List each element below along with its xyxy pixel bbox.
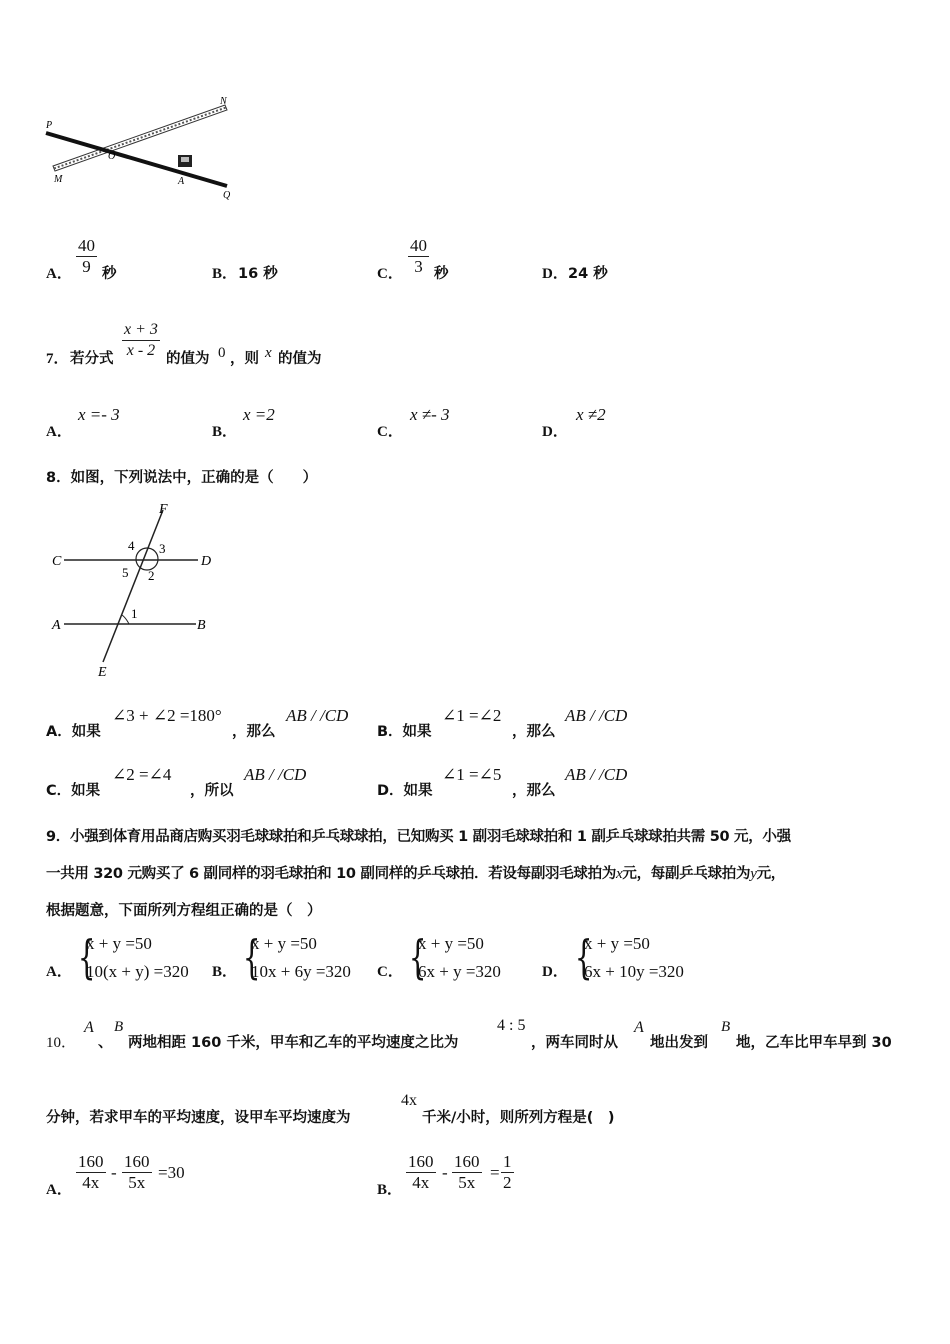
q6-option-c-label: C．	[377, 266, 403, 282]
q10-number: 10．	[46, 1035, 77, 1051]
q10-a2: A	[634, 1019, 644, 1036]
q8-option-b-label: B．如果	[377, 724, 432, 740]
q9-option-b: B．	[212, 964, 238, 980]
fig-label-e: E	[98, 665, 107, 680]
q7-option-b: B．	[212, 424, 238, 440]
q10-option-b: B．	[377, 1182, 403, 1198]
q7-var: x	[265, 345, 272, 361]
q6-option-b-text: 16 秒	[238, 266, 278, 282]
q8-option-c-label: C．如果	[46, 783, 101, 799]
q10-speed: 4x	[401, 1092, 417, 1109]
q8-option-d-concl: AB / /CD	[565, 765, 628, 784]
q6-option-a-unit: 秒	[102, 266, 117, 282]
q8-option-c-cond: ∠2 =∠4	[112, 765, 172, 784]
q7-stem-then: ，则	[230, 351, 259, 367]
q9-line-1: 9．小强到体育用品商店购买羽毛球球拍和乒乓球球拍，已知购买 1 副羽毛球球拍和 1 副乒乓球球拍共需 50 元，小强	[46, 829, 791, 845]
q7-stem-mid: 的值为	[166, 351, 210, 367]
q10-text-2: ，两车同时从	[531, 1035, 618, 1051]
q10-option-b-eq: =	[490, 1163, 500, 1182]
q7-option-d: D．	[542, 424, 568, 440]
fig-label-a: A	[52, 618, 61, 633]
q7-option-a: A．	[46, 424, 72, 440]
q10-option-b-op: -	[442, 1163, 448, 1182]
q9-option-b-system: x + y =50 10x + 6y =320	[251, 934, 351, 981]
q10-option-b-frac-2: 160 5x	[454, 1152, 480, 1192]
q10-ratio: 4 : 5	[497, 1017, 526, 1034]
q10-text-4: 地，乙车比甲车早到 30	[736, 1035, 892, 1051]
q8-option-c-concl: AB / /CD	[244, 765, 307, 784]
q6-option-a-fraction: 40 9	[78, 236, 95, 276]
q8-stem: 8．如图，下列说法中，正确的是（ ）	[46, 470, 318, 486]
q10-text-1: 两地相距 160 千米，甲车和乙车的平均速度之比为	[128, 1035, 459, 1051]
q10-b: B	[114, 1019, 124, 1035]
q9-line-3: 根据题意，下面所列方程组正确的是（ ）	[46, 903, 322, 919]
angle-label-4: 4	[128, 538, 135, 553]
q10-a: A	[84, 1019, 94, 1036]
q7-option-c: C．	[377, 424, 403, 440]
fig-label-q: Q	[223, 190, 231, 201]
line-ef	[103, 510, 163, 662]
q10-option-a-op: -	[111, 1163, 117, 1182]
q6-option-a-label: A．	[46, 266, 72, 282]
q9-option-a-system: x + y =50 10(x + y) =320	[86, 934, 189, 981]
fig-label-d: D	[201, 554, 212, 569]
q7-option-b-math: x =2	[243, 405, 275, 424]
fig-label-c: C	[52, 554, 62, 569]
q10-option-b-frac-1: 160 4x	[408, 1152, 434, 1192]
q8-option-d-cond: ∠1 =∠5	[442, 765, 502, 784]
q10-option-a-frac-1: 160 4x	[78, 1152, 104, 1192]
fig-label-a: A	[178, 176, 185, 187]
fig-label-o: O	[108, 151, 116, 162]
q6-figure	[40, 92, 240, 204]
q9-option-c: C．	[377, 964, 403, 980]
q8-option-b-concl: AB / /CD	[565, 706, 628, 725]
q9-option-c-brace: {	[408, 930, 427, 984]
q9-option-a: A．	[46, 964, 72, 980]
q7-option-d-math: x ≠2	[576, 405, 606, 424]
q9-option-d-system: x + y =50 6x + 10y =320	[584, 934, 684, 981]
q9-option-b-brace: {	[242, 930, 261, 984]
q6-option-d: D．	[542, 266, 568, 282]
q8-option-a-label: A．如果	[46, 724, 101, 740]
q10-text-3: 地出发到	[650, 1035, 708, 1051]
q8-option-b-cond: ∠1 =∠2	[442, 706, 502, 725]
q7-option-c-math: x ≠- 3	[410, 405, 450, 424]
q10-line-2-pre: 分钟，若求甲车的平均速度，设甲车平均速度为	[46, 1110, 351, 1126]
q10-option-a-rhs: =30	[158, 1163, 185, 1182]
q7-stem-end: 的值为	[278, 351, 322, 367]
q7-fraction: x + 3 x - 2	[124, 321, 158, 359]
q8-option-b-conj: ，那么	[512, 724, 556, 740]
car-icon	[178, 155, 192, 167]
q10-option-a-frac-2: 160 5x	[124, 1152, 150, 1192]
q7-stem-pre: 若分式	[70, 351, 114, 367]
fig-label-b: B	[197, 618, 206, 633]
fig-label-n: N	[220, 96, 227, 107]
q8-option-a-concl: AB / /CD	[286, 706, 349, 725]
q6-option-c-unit: 秒	[434, 266, 449, 282]
q8-option-d-conj: ，那么	[512, 783, 556, 799]
q8-option-c-conj: ，所以	[190, 783, 234, 799]
fig-label-m: M	[54, 174, 63, 185]
q7-number: 7．	[46, 351, 69, 367]
angle-1-arc	[122, 615, 129, 624]
q9-line-2: 一共用 320 元购买了 6 副同样的羽毛球拍和 10 副同样的乒乓球拍．若设每副羽毛球拍为x元，每副乒乓球拍为y元，	[46, 866, 785, 882]
q10-option-a: A．	[46, 1182, 72, 1198]
q10-b2: B	[721, 1019, 731, 1035]
fig-label-f: F	[159, 502, 168, 517]
angle-label-1: 1	[131, 606, 138, 621]
q6-option-d-text: 24 秒	[568, 266, 608, 282]
q9-option-d-brace: {	[574, 930, 593, 984]
angle-label-2: 2	[148, 568, 155, 583]
angle-label-3: 3	[159, 541, 166, 556]
angle-label-5: 5	[122, 565, 129, 580]
q8-option-a-cond: ∠3 + ∠2 =180°	[112, 706, 222, 725]
q9-option-a-brace: {	[77, 930, 96, 984]
q6-option-c-fraction: 40 3	[410, 236, 427, 276]
q10-sep: 、	[98, 1035, 113, 1051]
q7-option-a-math: x =- 3	[78, 405, 120, 424]
q8-option-d-label: D．如果	[377, 783, 433, 799]
q6-option-b: B．	[212, 266, 238, 282]
q9-option-d: D．	[542, 964, 568, 980]
q9-option-c-system: x + y =50 6x + y =320	[418, 934, 501, 981]
q8-option-a-conj: ，那么	[232, 724, 276, 740]
q10-line-2-end: 千米/小时，则所列方程是( )	[422, 1110, 615, 1126]
fig-label-p: P	[46, 120, 53, 131]
q10-option-b-frac-rhs: 1 2	[503, 1152, 512, 1192]
q8-figure	[46, 498, 226, 682]
q7-zero: 0	[218, 345, 226, 361]
